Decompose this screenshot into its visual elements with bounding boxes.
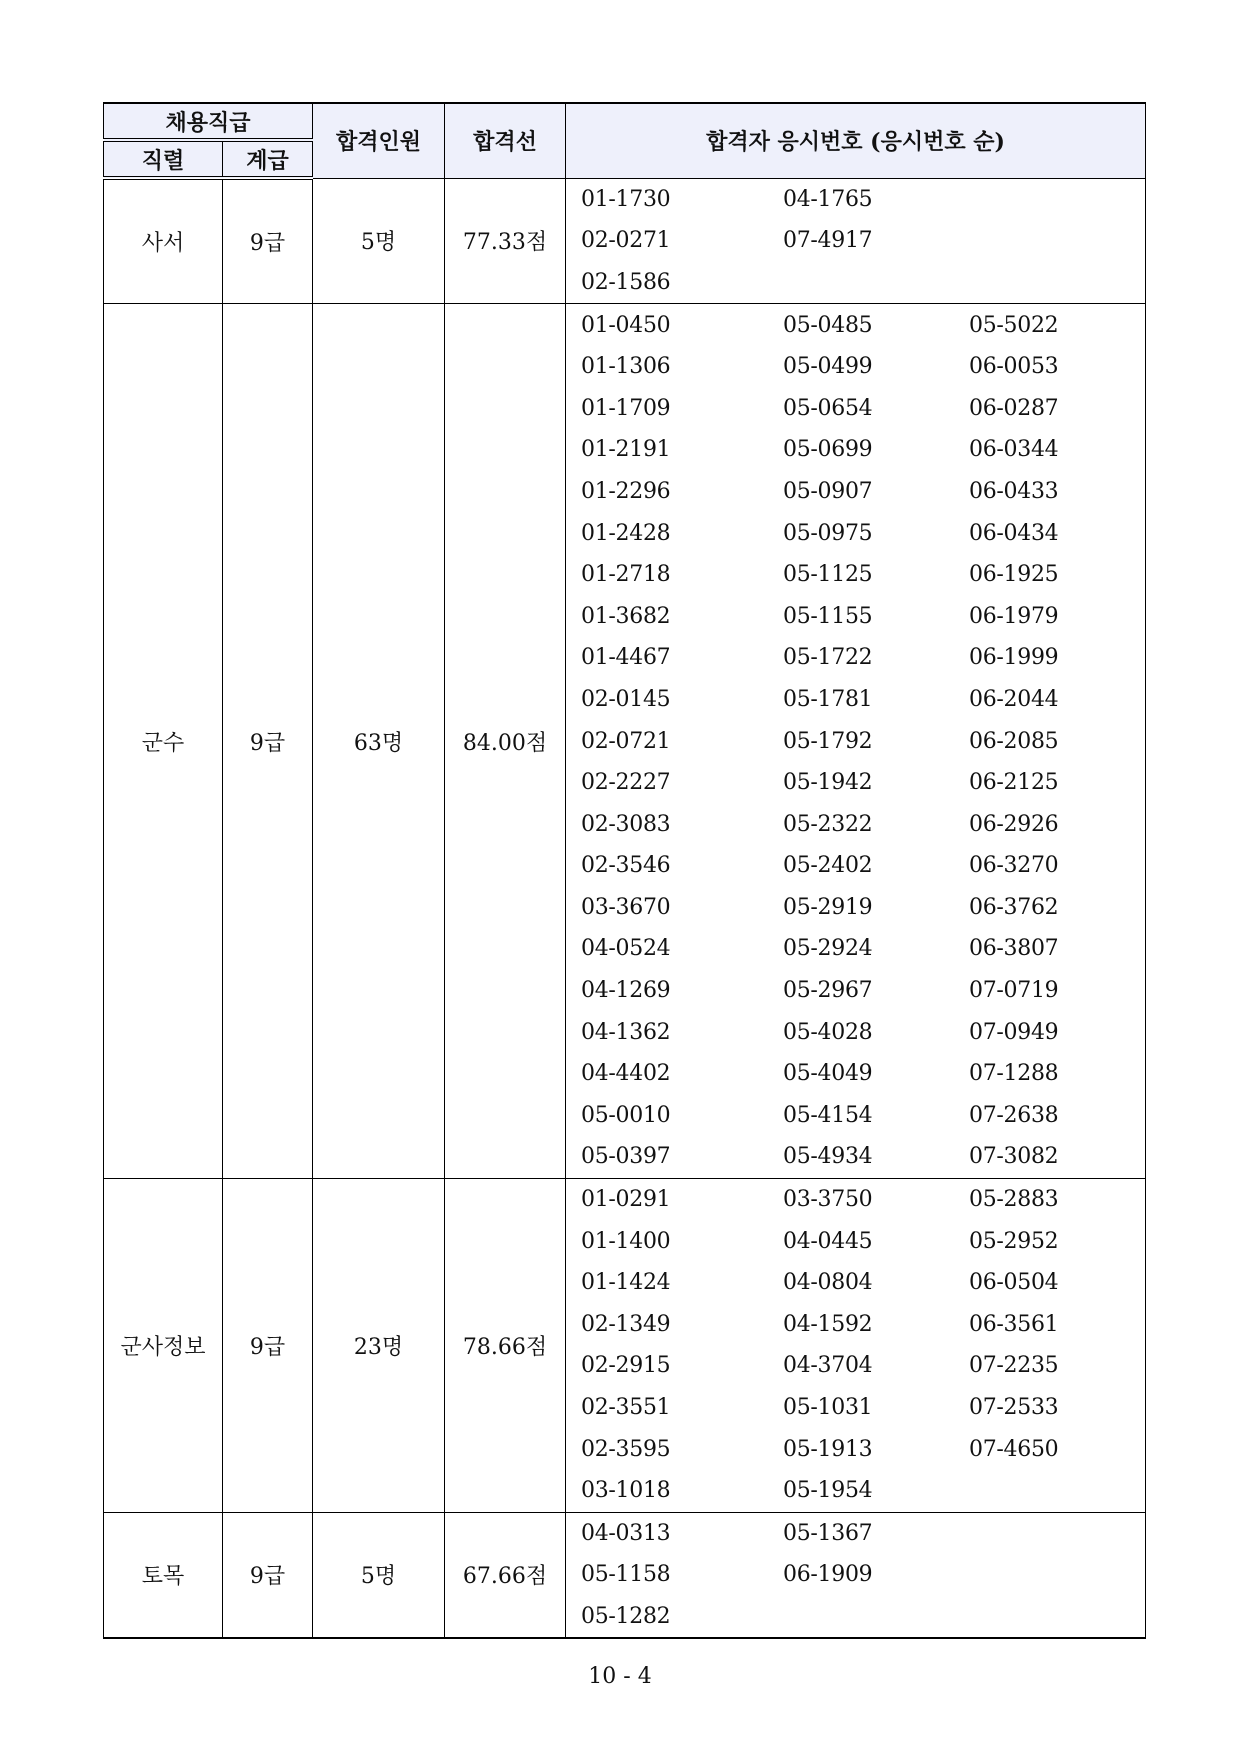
- exam-number: 05-2322: [783, 811, 873, 837]
- exam-number: 05-0699: [783, 437, 873, 463]
- grade-cell: 9급: [223, 1512, 313, 1638]
- exam-number: 07-0949: [969, 1019, 1059, 1045]
- exam-number: 02-3595: [581, 1436, 671, 1462]
- cutoff-score-cell: 84.00점: [445, 304, 566, 1178]
- exam-number: 01-1424: [581, 1270, 671, 1296]
- exam-number: 07-4917: [783, 228, 873, 254]
- exam-numbers-cell: [566, 178, 1146, 304]
- grade-cell: 9급: [223, 304, 313, 1178]
- exam-number: 04-0524: [581, 936, 671, 962]
- exam-number: 06-0053: [969, 354, 1059, 380]
- series-cell: 군수: [104, 304, 223, 1178]
- exam-number: 02-0271: [581, 228, 671, 254]
- exam-number: 02-0145: [581, 686, 671, 712]
- exam-number: 07-2638: [969, 1102, 1059, 1128]
- exam-number: 05-0654: [783, 395, 873, 421]
- exam-number: 06-1925: [969, 562, 1059, 588]
- exam-number: 05-1954: [783, 1478, 873, 1504]
- exam-number: 03-3670: [581, 894, 671, 920]
- exam-number: 06-1909: [783, 1562, 873, 1588]
- series-cell: 토목: [104, 1512, 223, 1638]
- exam-number-row: [566, 1136, 1145, 1178]
- exam-number: 03-1018: [581, 1478, 671, 1504]
- exam-number-row: [566, 1011, 1145, 1053]
- exam-number: 05-1158: [581, 1562, 671, 1588]
- exam-number: 01-2718: [581, 562, 671, 588]
- exam-number-row: [566, 1513, 1145, 1555]
- exam-number: 06-2125: [969, 770, 1059, 796]
- exam-number-row: [566, 1220, 1145, 1262]
- exam-number-row: [566, 1053, 1145, 1095]
- exam-number-row: [566, 262, 1145, 304]
- page-number: 10 - 4: [588, 1664, 652, 1689]
- exam-number-row: [566, 845, 1145, 887]
- exam-number: 06-0504: [969, 1270, 1059, 1296]
- exam-number: 04-3704: [783, 1353, 873, 1379]
- results-table: [103, 102, 1146, 1639]
- exam-number: 01-0450: [581, 312, 671, 338]
- cutoff-score-cell: 77.33점: [445, 178, 566, 304]
- exam-number: 05-0397: [581, 1144, 671, 1170]
- exam-number: 04-1765: [783, 186, 873, 212]
- exam-number: 04-1592: [783, 1311, 873, 1337]
- exam-number: 02-3083: [581, 811, 671, 837]
- exam-number: 06-0344: [969, 437, 1059, 463]
- exam-number-row: [566, 887, 1145, 929]
- exam-number: 01-4467: [581, 645, 671, 671]
- header-passed: 합격인원: [313, 103, 445, 178]
- exam-number: 02-2227: [581, 770, 671, 796]
- exam-number: 06-0287: [969, 395, 1059, 421]
- exam-number: 05-4934: [783, 1144, 873, 1170]
- exam-number-row: [566, 1428, 1145, 1470]
- exam-number: 02-1349: [581, 1311, 671, 1337]
- exam-number: 01-1730: [581, 186, 671, 212]
- exam-number-row: [566, 1095, 1145, 1137]
- exam-number-row: [566, 220, 1145, 262]
- exam-number: 05-0010: [581, 1102, 671, 1128]
- passed-count-cell: 63명: [313, 304, 445, 1178]
- exam-number: 05-1282: [581, 1603, 671, 1629]
- exam-number-row: [566, 387, 1145, 429]
- exam-number: 03-3750: [783, 1187, 873, 1213]
- exam-number-row: [566, 1470, 1145, 1512]
- exam-number: 04-0313: [581, 1520, 671, 1546]
- exam-number: 06-3807: [969, 936, 1059, 962]
- exam-number-row: [566, 1596, 1145, 1638]
- exam-number: 01-2428: [581, 520, 671, 546]
- exam-number: 05-0499: [783, 354, 873, 380]
- series-cell: 사서: [104, 178, 223, 304]
- exam-numbers-cell: [566, 1178, 1146, 1512]
- exam-number-row: [566, 803, 1145, 845]
- exam-number-row: [566, 637, 1145, 679]
- exam-number: 06-2085: [969, 728, 1059, 754]
- exam-number: 06-1979: [969, 603, 1059, 629]
- exam-number-row: [566, 679, 1145, 721]
- exam-number: 05-2924: [783, 936, 873, 962]
- table-body: [104, 178, 1146, 1638]
- exam-number: 05-0975: [783, 520, 873, 546]
- exam-number-row: [566, 1304, 1145, 1346]
- exam-number: 06-2926: [969, 811, 1059, 837]
- exam-number: 05-4028: [783, 1019, 873, 1045]
- exam-number-row: [566, 512, 1145, 554]
- exam-number: 06-3561: [969, 1311, 1059, 1337]
- exam-number: 01-1709: [581, 395, 671, 421]
- exam-number: 05-1367: [783, 1520, 873, 1546]
- exam-number: 01-1306: [581, 354, 671, 380]
- exam-number: 06-3270: [969, 853, 1059, 879]
- header-grade: 계급: [223, 140, 313, 178]
- exam-number: 05-2402: [783, 853, 873, 879]
- exam-number: 05-1125: [783, 562, 873, 588]
- exam-number: 06-0434: [969, 520, 1059, 546]
- exam-number: 05-2967: [783, 978, 873, 1004]
- exam-number: 02-3551: [581, 1395, 671, 1421]
- exam-number: 06-3762: [969, 894, 1059, 920]
- exam-number: 01-3682: [581, 603, 671, 629]
- exam-number: 06-0433: [969, 478, 1059, 504]
- exam-number: 01-2191: [581, 437, 671, 463]
- exam-number: 07-2235: [969, 1353, 1059, 1379]
- exam-number-row: [566, 1179, 1145, 1221]
- exam-number-row: [566, 179, 1145, 221]
- table-row: [104, 1512, 1146, 1638]
- passed-count-cell: 23명: [313, 1178, 445, 1512]
- passed-count-cell: 5명: [313, 178, 445, 304]
- exam-number: 04-0445: [783, 1228, 873, 1254]
- exam-number: 04-4402: [581, 1061, 671, 1087]
- exam-number: 07-2533: [969, 1395, 1059, 1421]
- exam-number: 02-2915: [581, 1353, 671, 1379]
- header-cutoff: 합격선: [445, 103, 566, 178]
- exam-number-row: [566, 1387, 1145, 1429]
- exam-number: 07-0719: [969, 978, 1059, 1004]
- exam-number: 05-4049: [783, 1061, 873, 1087]
- exam-number: 07-4650: [969, 1436, 1059, 1462]
- exam-number: 05-1792: [783, 728, 873, 754]
- exam-number: 06-1999: [969, 645, 1059, 671]
- exam-number: 07-3082: [969, 1144, 1059, 1170]
- exam-numbers-cell: [566, 304, 1146, 1178]
- exam-number-row: [566, 970, 1145, 1012]
- exam-number-row: [566, 304, 1145, 346]
- exam-number: 02-3546: [581, 853, 671, 879]
- exam-number: 05-2952: [969, 1228, 1059, 1254]
- series-cell: 군사정보: [104, 1178, 223, 1512]
- exam-numbers-cell: [566, 1512, 1146, 1638]
- exam-number: 02-1586: [581, 269, 671, 295]
- table-row: [104, 1178, 1146, 1512]
- exam-number-row: [566, 1262, 1145, 1304]
- exam-number-row: [566, 346, 1145, 388]
- exam-number-row: [566, 1345, 1145, 1387]
- exam-number: 05-1913: [783, 1436, 873, 1462]
- exam-number-row: [566, 720, 1145, 762]
- exam-number: 01-2296: [581, 478, 671, 504]
- exam-number: 01-1400: [581, 1228, 671, 1254]
- cutoff-score-cell: 78.66점: [445, 1178, 566, 1512]
- exam-number-row: [566, 471, 1145, 513]
- exam-number: 05-1942: [783, 770, 873, 796]
- exam-number-row: [566, 928, 1145, 970]
- exam-number: 05-2883: [969, 1187, 1059, 1213]
- exam-number: 04-1362: [581, 1019, 671, 1045]
- exam-number-row: [566, 762, 1145, 804]
- passed-count-cell: 5명: [313, 1512, 445, 1638]
- exam-number: 05-1155: [783, 603, 873, 629]
- exam-number: 05-0485: [783, 312, 873, 338]
- exam-number-row: [566, 554, 1145, 596]
- exam-number-row: [566, 595, 1145, 637]
- exam-number: 05-1031: [783, 1395, 873, 1421]
- exam-number-row: [566, 429, 1145, 471]
- exam-number: 05-1781: [783, 686, 873, 712]
- exam-number: 04-1269: [581, 978, 671, 1004]
- exam-number: 04-0804: [783, 1270, 873, 1296]
- exam-number: 06-2044: [969, 686, 1059, 712]
- exam-number-row: [566, 1554, 1145, 1596]
- exam-number: 05-2919: [783, 894, 873, 920]
- exam-number: 05-0907: [783, 478, 873, 504]
- exam-number: 05-1722: [783, 645, 873, 671]
- cutoff-score-cell: 67.66점: [445, 1512, 566, 1638]
- exam-number: 01-0291: [581, 1187, 671, 1213]
- grade-cell: 9급: [223, 1178, 313, 1512]
- exam-number: 05-4154: [783, 1102, 873, 1128]
- table-row: [104, 304, 1146, 1178]
- header-group-label: 채용직급: [104, 103, 313, 140]
- exam-number: 07-1288: [969, 1061, 1059, 1087]
- header-series: 직렬: [104, 140, 223, 178]
- table-row: [104, 178, 1146, 304]
- header-numbers: 합격자 응시번호 (응시번호 순): [566, 103, 1146, 178]
- grade-cell: 9급: [223, 178, 313, 304]
- exam-number: 05-5022: [969, 312, 1059, 338]
- exam-number: 02-0721: [581, 728, 671, 754]
